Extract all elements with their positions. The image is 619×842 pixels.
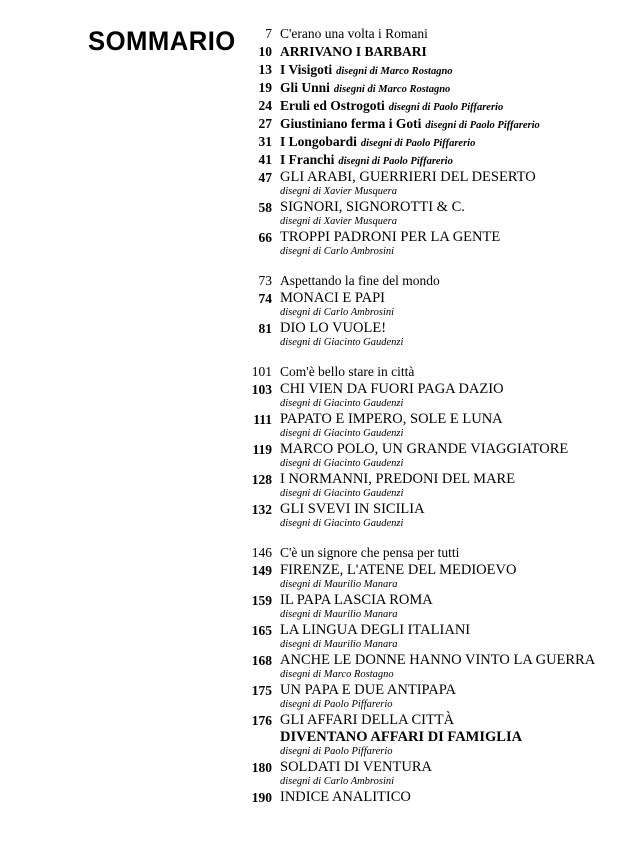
toc-entry-page-number: 81: [258, 321, 272, 336]
toc-entry[interactable]: [238, 682, 598, 711]
toc-entry-body: [280, 25, 598, 42]
toc-entry-body: [280, 79, 598, 96]
toc-entry-artist: disegni di Maurilio Manara: [280, 639, 398, 650]
toc-entry-title: [280, 61, 598, 78]
toc-entry-title: [280, 199, 598, 216]
toc-entry[interactable]: [238, 199, 598, 228]
toc-entry-body: [280, 411, 598, 440]
toc-entry[interactable]: [238, 133, 598, 150]
toc-entry-body: [280, 43, 598, 60]
toc-entry-page-number: 41: [258, 152, 272, 167]
toc-entry-title-text: DIO LO VUOLE!: [280, 320, 387, 336]
toc-entry[interactable]: [238, 115, 598, 132]
page-title: SOMMARIO: [88, 26, 236, 56]
toc-entry-title-line2: DIVENTANO AFFARI DI FAMIGLIA: [280, 729, 523, 745]
toc-entry-page-number: 24: [258, 98, 272, 113]
toc-entry-body: [280, 61, 598, 78]
toc-entry[interactable]: [238, 151, 598, 168]
toc-entry-page-number: 7: [265, 26, 272, 41]
toc-entry-page-number: 31: [258, 134, 272, 149]
toc-entry-artist: disegni di Marco Rostagno: [336, 66, 453, 77]
toc-entry-artist: disegni di Maurilio Manara: [280, 609, 398, 620]
toc-entry-page-number: 58: [258, 200, 272, 215]
toc-entry-title-text: INDICE ANALITICO: [280, 789, 411, 805]
toc-entry[interactable]: [238, 320, 598, 349]
toc-entry-page-number: 101: [251, 364, 272, 379]
toc-entry-title: [280, 133, 598, 150]
toc-entry-title: [280, 272, 598, 289]
toc-entry-artist: disegni di Xavier Musquera: [280, 186, 397, 197]
toc-entry[interactable]: [238, 789, 598, 806]
toc-entry-artist: disegni di Paolo Piffarerio: [338, 156, 453, 167]
toc-entry-title: [280, 290, 598, 307]
toc-entry-body: [280, 272, 598, 289]
toc-entry-title-text: GLI AFFARI DELLA CITTÀ: [280, 712, 455, 728]
toc-entry-page-number: 180: [251, 760, 272, 775]
toc-entry-title-text: CHI VIEN DA FUORI PAGA DAZIO: [280, 381, 504, 397]
toc-entry-artist: disegni di Giacinto Gaudenzi: [280, 398, 404, 409]
toc-entry[interactable]: [238, 501, 598, 530]
toc-entry-body: [280, 363, 598, 380]
toc-entry-page-number: 47: [258, 170, 272, 185]
toc-entry-page-number: 103: [251, 382, 272, 397]
toc-entry-page-number: 19: [258, 80, 272, 95]
toc-entry-title: [280, 441, 598, 458]
toc-entry-title: [280, 363, 598, 380]
toc-entry-artist: disegni di Carlo Ambrosini: [280, 307, 395, 318]
toc-entry-body: [280, 652, 598, 681]
toc-entry-body: [280, 97, 598, 114]
toc-entry-artist: disegni di Paolo Piffarerio: [388, 102, 504, 113]
toc-entry-body: [280, 789, 598, 806]
table-of-contents: [238, 25, 598, 807]
toc-entry-body: [280, 682, 598, 711]
toc-entry-body: [280, 501, 598, 530]
toc-entry[interactable]: [238, 363, 598, 380]
toc-entry-page-number: 146: [251, 545, 272, 560]
toc-entry-title-text: Gli Unni: [280, 80, 330, 95]
toc-entry[interactable]: [238, 272, 598, 289]
toc-entry-body: [280, 759, 598, 788]
toc-entry-title: [280, 712, 598, 729]
toc-entry-artist: disegni di Paolo Piffarerio: [280, 699, 393, 710]
section-spacer: [238, 259, 598, 272]
toc-entry-body: [280, 115, 598, 132]
toc-entry-title-text: C'erano una volta i Romani: [280, 26, 428, 41]
toc-entry-page-number: 111: [253, 412, 272, 427]
toc-entry-title: [280, 381, 598, 398]
toc-entry[interactable]: [238, 759, 598, 788]
toc-entry-body: [280, 441, 598, 470]
toc-entry[interactable]: [238, 61, 598, 78]
toc-entry-page-number: 10: [258, 44, 272, 59]
toc-entry-page-number: 159: [251, 593, 272, 608]
toc-entry-page-number: 73: [258, 273, 272, 288]
toc-entry-title-text: UN PAPA E DUE ANTIPAPA: [280, 682, 456, 698]
toc-entry-title: [280, 229, 598, 246]
toc-entry-artist: disegni di Paolo Piffarerio: [280, 746, 393, 757]
toc-entry-title-text: C'è un signore che pensa per tutti: [280, 545, 460, 560]
toc-entry-title-text: Aspettando la fine del mondo: [280, 273, 440, 288]
toc-entry-artist: disegni di Marco Rostagno: [280, 669, 394, 680]
toc-entry-title-text: PAPATO E IMPERO, SOLE E LUNA: [280, 411, 503, 427]
toc-entry-page-number: 165: [251, 623, 272, 638]
toc-entry-title-text: GLI ARABI, GUERRIERI DEL DESERTO: [280, 169, 536, 185]
toc-entry-title: [280, 97, 598, 114]
toc-entry-artist: disegni di Giacinto Gaudenzi: [280, 458, 404, 469]
toc-entry-title-text: Com'è bello stare in città: [280, 364, 415, 379]
toc-entry-artist: disegni di Paolo Piffarerio: [425, 120, 540, 131]
toc-entry-title: [280, 320, 598, 337]
toc-entry-body: [280, 592, 598, 621]
toc-entry-title-text: MONACI E PAPI: [280, 290, 386, 306]
toc-entry-page-number: 149: [251, 563, 272, 578]
toc-entry[interactable]: [238, 471, 598, 500]
toc-entry-title-text: Eruli ed Ostrogoti: [280, 98, 385, 113]
toc-entry-page-number: 132: [251, 502, 272, 517]
toc-entry[interactable]: [238, 79, 598, 96]
toc-entry-page-number: 168: [251, 653, 272, 668]
toc-entry-body: [280, 290, 598, 319]
toc-entry-title-text: GLI SVEVI IN SICILIA: [280, 501, 425, 517]
toc-entry[interactable]: [238, 592, 598, 621]
toc-entry-body: [280, 151, 598, 168]
toc-entry-title: [280, 471, 598, 488]
toc-entry-title-text: ANCHE LE DONNE HANNO VINTO LA GUERRA: [280, 652, 596, 668]
toc-entry-title: [280, 544, 598, 561]
toc-entry-title: [280, 169, 598, 186]
toc-entry-title: [280, 682, 598, 699]
section-spacer: [238, 350, 598, 363]
toc-entry-title-text: LA LINGUA DEGLI ITALIANI: [280, 622, 471, 638]
toc-entry-body: [280, 622, 598, 651]
toc-entry-title-text: I Visigoti: [280, 62, 333, 77]
toc-entry-title: [280, 622, 598, 639]
toc-entry-body: [280, 562, 598, 591]
toc-entry[interactable]: [238, 712, 598, 758]
toc-entry-page-number: 27: [258, 116, 272, 131]
toc-entry-title-text: I Longobardi: [280, 134, 357, 149]
toc-entry[interactable]: [238, 652, 598, 681]
toc-entry[interactable]: [238, 544, 598, 561]
toc-entry-title: [280, 115, 598, 132]
toc-entry-title: [280, 151, 598, 168]
toc-entry-title: [280, 25, 598, 42]
toc-entry-title-text: SOLDATI DI VENTURA: [280, 759, 432, 775]
toc-entry-artist: disegni di Xavier Musquera: [280, 216, 397, 227]
toc-entry[interactable]: [238, 169, 598, 198]
toc-entry-artist: disegni di Carlo Ambrosini: [280, 246, 395, 257]
toc-entry-page-number: 175: [251, 683, 272, 698]
toc-entry-page-number: 190: [251, 790, 272, 805]
toc-entry-title: [280, 411, 598, 428]
toc-entry-title-text: I Franchi: [280, 152, 335, 167]
toc-entry-page-number: 128: [251, 472, 272, 487]
toc-entry[interactable]: [238, 25, 598, 42]
toc-entry-page-number: 119: [252, 442, 272, 457]
toc-entry-artist: disegni di Giacinto Gaudenzi: [280, 518, 404, 529]
toc-entry-page-number: 74: [258, 291, 272, 306]
toc-entry[interactable]: [238, 290, 598, 319]
toc-entry-artist: disegni di Giacinto Gaudenzi: [280, 488, 404, 499]
toc-entry[interactable]: [238, 622, 598, 651]
section-spacer: [238, 531, 598, 544]
toc-entry-body: [280, 544, 598, 561]
toc-entry-title: [280, 562, 598, 579]
toc-entry-title-text: SIGNORI, SIGNOROTTI & C.: [280, 199, 465, 215]
toc-entry-artist: disegni di Giacinto Gaudenzi: [280, 337, 404, 348]
toc-entry[interactable]: [238, 381, 598, 410]
toc-entry-body: [280, 320, 598, 349]
toc-entry-title-text: TROPPI PADRONI PER LA GENTE: [280, 229, 501, 245]
toc-entry-body: [280, 169, 598, 198]
toc-entry[interactable]: [238, 441, 598, 470]
toc-entry-body: [280, 199, 598, 228]
toc-entry-artist: disegni di Maurilio Manara: [280, 579, 398, 590]
toc-entry-title-text: ARRIVANO I BARBARI: [280, 44, 427, 59]
toc-entry-artist: disegni di Marco Rostagno: [333, 84, 451, 95]
toc-entry[interactable]: [238, 562, 598, 591]
toc-entry-page-number: 66: [258, 230, 272, 245]
toc-entry-page-number: 176: [251, 713, 272, 728]
toc-entry-body: [280, 133, 598, 150]
toc-entry-title-text: FIRENZE, L'ATENE DEL MEDIOEVO: [280, 562, 517, 578]
toc-entry-title-text: Giustiniano ferma i Goti: [280, 116, 422, 131]
toc-entry-title: [280, 43, 598, 60]
toc-entry-title: [280, 759, 598, 776]
toc-entry-body: [280, 712, 598, 758]
toc-entry[interactable]: [238, 43, 598, 60]
toc-entry-body: [280, 229, 598, 258]
toc-entry-title-text: MARCO POLO, UN GRANDE VIAGGIATORE: [280, 441, 569, 457]
toc-entry-title-text: I NORMANNI, PREDONI DEL MARE: [280, 471, 516, 487]
toc-entry-artist: disegni di Giacinto Gaudenzi: [280, 428, 404, 439]
toc-entry-title: [280, 652, 598, 669]
toc-entry-title: [280, 789, 598, 806]
toc-entry-body: [280, 381, 598, 410]
toc-entry[interactable]: [238, 411, 598, 440]
toc-entry-page-number: 13: [258, 62, 272, 77]
toc-entry-title: [280, 592, 598, 609]
toc-entry[interactable]: [238, 97, 598, 114]
toc-entry[interactable]: [238, 229, 598, 258]
toc-entry-title: [280, 501, 598, 518]
toc-entry-artist: disegni di Carlo Ambrosini: [280, 776, 395, 787]
toc-entry-artist: disegni di Paolo Piffarerio: [360, 138, 476, 149]
toc-entry-title-text: IL PAPA LASCIA ROMA: [280, 592, 433, 608]
toc-entry-body: [280, 471, 598, 500]
toc-entry-title: [280, 79, 598, 96]
